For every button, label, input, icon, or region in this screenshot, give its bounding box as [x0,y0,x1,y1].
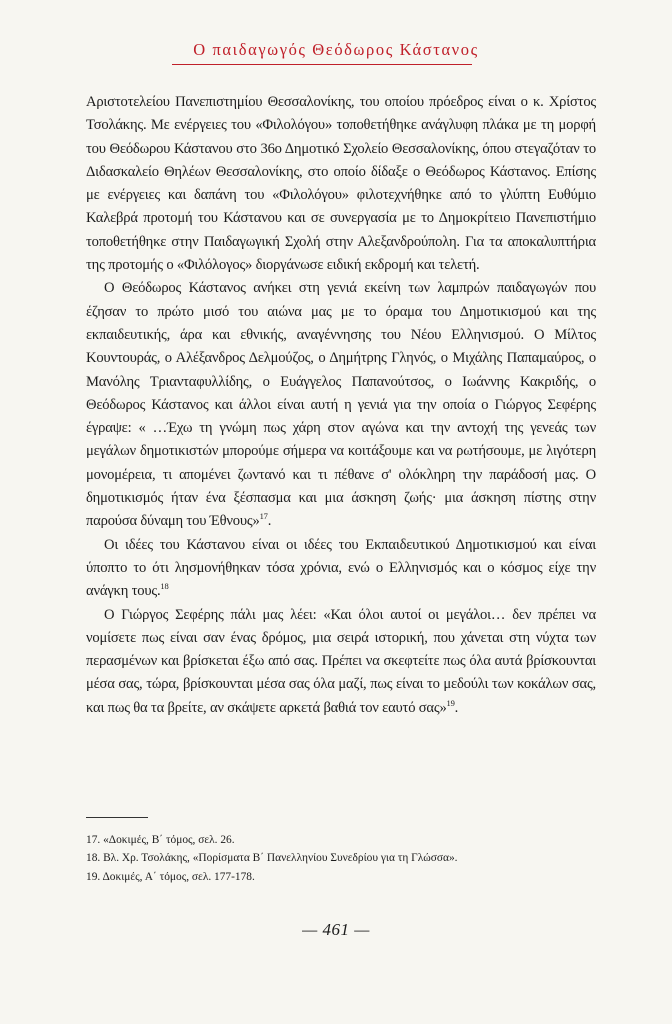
paragraph-2 [86,277,596,533]
footnote-19: 19. Δοκιμές, Α΄ τόμος, σελ. 177-178. [86,870,255,883]
paragraph-text: Οι ιδέες του Κάστανου είναι οι ιδέες του Εκπαιδευτικού Δημοτικισμού και είναι ύποπτο το ότι λησμονήθηκαν τόσα χρόνια, ενώ ο Ελληνισμός και ο κόσμος είχε την ανάγκη τους. [86,536,596,600]
paragraph-tail: . [454,699,459,716]
paragraph-text: Ο Θεόδωρος Κάστανος ανήκει στη γενιά εκείνη των λαμπρών παιδαγωγών που έζησαν το πρώτο μισό του αιώνα μας με το όραμα του Δημοτικισμού και της εκπαιδευτικής, άρα και εθνικής, αναγέννησης του Νέου Ελληνισμού. Ο Μίλτος Κουντουράς, ο Αλέξανδρος Δελμούζος, ο Δημήτρης Γληνός, ο Μιχάλης Παπαμαύρος, ο Μανόλης Τριανταφυλλίδης, ο Ευάγγελος Παπανούτσος, ο Ιωάννης Κακριδής, ο Θεόδωρος Κάστανος και άλλοι είναι αυτή η γενιά για την οποία ο Γιώργος Σεφέρης έγραψε: « …Έχω τη γνώμη πως χάρη στον αγώνα και την αντοχή της γενεάς των μεγάλων δημοτικιστών μπορούμε σήμερα να κοιτάξουμε και να ρωτήσουμε, με λιγότερη μονομέρεια, τι απομένει ζωντανό και τι πέθανε σ' ολόκληρη την παράδοσή μας. Ο δημοτικισμός ήταν ένα ξέσπασμα και μια άσκηση ζωής· μια άσκηση πίστης στην παρούσα δύναμη του Έθνους» [86,280,596,530]
footnote-ref-19: 19 [446,697,455,708]
footnote-divider [86,817,148,818]
footnote-ref-17: 17 [259,511,268,522]
running-title-underline [172,64,472,65]
footnotes [86,831,596,886]
running-title: Ο παιδαγωγός Θεόδωρος Κάστανος [193,40,479,59]
paragraph-3 [86,534,596,604]
footnote-17: 17. «Δοκιμές, Β΄ τόμος, σελ. 26. [86,834,235,846]
page-number: — 461 — [302,920,370,939]
footnote-ref-18: 18 [160,581,169,592]
footnote-18: 18. Βλ. Χρ. Τσολάκης, «Πορίσματα Β΄ Πανελληνίου Συνεδρίου για τη Γλώσσα». [86,852,458,865]
paragraph-text: Ο Γιώργος Σεφέρης πάλι μας λέει: «Και όλοι αυτοί οι μεγάλοι… δεν πρέπει να νομίσετε πως είναι σαν ένας δρόμος, μια σειρά ιστορική, που χάνεται στη νύχτα των περασμένων και βρίσκεται έξω από σας. Πρέπει να σκεφτείτε πως όλα αυτά βρίσκουνται μέσα σας, τώρα, βρίσκουνται μέσα σας όλα μαζί, πως είναι το μεδούλι των κοκάλων σας, και πως θα τα βρείτε, αν σκάψετε αρκετά βαθιά τον εαυτό σας» [86,606,596,716]
paragraph-text: Αριστοτελείου Πανεπιστημίου Θεσσαλονίκης, του οποίου πρόεδρος είναι ο κ. Χρίστος Τσολάκης. Με ενέργειες του «Φιλολόγου» τοποθετήθηκε ανάγλυφη πλάκα με τη μορφή του Θεόδωρου Κάστανου στο 36ο Δημοτικό Σχολείο Θεσσαλονίκης, όπου στεγαζόταν το Διδασκαλείο Θηλέων Θεσσαλονίκης, στο οποίο δίδαξε ο Θεόδωρος Κάστανος. Επίσης με ενέργειες και δαπάνη του «Φιλολόγου» φιλοτεχνήθηκε από το γλύπτη Ευθύμιο Καλεβρά προτομή του Κάστανου και σε συνεργασία με το Δημοκρίτειο Πανεπιστήμιο τοποθετήθηκε στην Παιδαγωγική Σχολή στην Αλεξανδρούπολη. Για τα αποκαλυπτήρια της προτομής ο «Φιλόλογος» διοργάνωσε ειδική εκδρομή και τελετή. [86,94,596,274]
body-text [86,91,596,720]
paragraph-tail: . [267,513,272,530]
paragraph-1 [86,91,596,277]
paragraph-4 [86,604,596,720]
